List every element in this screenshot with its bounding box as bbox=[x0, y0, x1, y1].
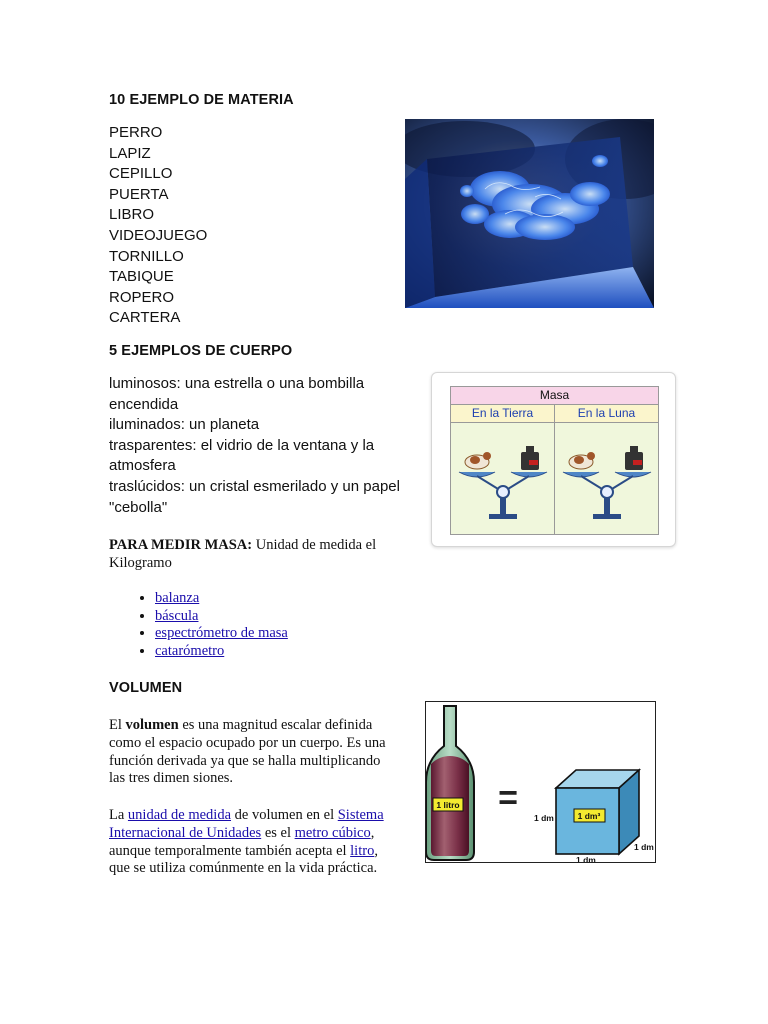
bottle-label: 1 litro bbox=[436, 800, 460, 810]
link-unidad-medida[interactable]: unidad de medida bbox=[127, 807, 232, 823]
text: es el bbox=[261, 824, 295, 841]
link-balanza[interactable]: balanza bbox=[155, 590, 200, 606]
text: es una magnitud escalar definida bbox=[178, 717, 373, 733]
list-item bbox=[155, 643, 288, 661]
list-item: TABIQUE bbox=[109, 268, 174, 286]
heading-cuerpo: 5 EJEMPLOS DE CUERPO bbox=[109, 343, 293, 359]
link-bascula[interactable]: báscula bbox=[155, 607, 199, 624]
cube-label: 1 dm³ bbox=[577, 811, 601, 821]
dim-left: 1 dm bbox=[534, 813, 554, 823]
text-line: función derivada ya que se halla multiplicando bbox=[109, 752, 381, 769]
list-item bbox=[155, 625, 288, 643]
text-line: como el espacio ocupado por un cuerpo. Es una bbox=[109, 734, 386, 751]
link-espectrometro[interactable]: espectrómetro de masa bbox=[155, 625, 288, 642]
text: , bbox=[370, 824, 375, 841]
list-item: CEPILLO bbox=[109, 165, 173, 183]
text: de volumen en el bbox=[231, 807, 338, 823]
list-item bbox=[155, 608, 288, 626]
medir-text: Kilogramo bbox=[109, 554, 172, 571]
dim-right: 1 dm bbox=[634, 842, 654, 852]
materia-list bbox=[109, 123, 207, 329]
medir-text: Unidad de medida el bbox=[252, 537, 377, 553]
list-item: PUERTA bbox=[109, 185, 169, 203]
list-item: TORNILLO bbox=[109, 247, 184, 265]
divider bbox=[554, 422, 555, 534]
link-catarometro[interactable]: catarómetro bbox=[155, 642, 225, 659]
text-line: atmosfera bbox=[109, 457, 176, 475]
text: La bbox=[109, 807, 128, 823]
list-item: PERRO bbox=[109, 124, 163, 141]
bottle-cube-illustration bbox=[426, 702, 655, 862]
matter-illustration bbox=[405, 119, 654, 308]
heading-volumen: VOLUMEN bbox=[109, 680, 183, 696]
masa-title: Masa bbox=[451, 387, 658, 405]
link-metro-cubico[interactable]: metro cúbico bbox=[294, 824, 371, 841]
text-line: las tres dimen siones. bbox=[109, 770, 234, 787]
volumen-bold: volumen bbox=[125, 717, 179, 733]
text-line: encendida bbox=[109, 395, 179, 413]
cuerpo-text bbox=[109, 374, 429, 518]
text: aunque temporalmente también acepta el bbox=[109, 842, 351, 859]
scale-icon bbox=[559, 442, 655, 522]
scale-icon bbox=[455, 442, 551, 522]
col-tierra: En la Tierra bbox=[451, 405, 555, 423]
link-si[interactable]: Internacional de Unidades bbox=[109, 824, 262, 841]
volumen-paragraph-2 bbox=[109, 807, 419, 878]
text-line: luminosos: una estrella o una bombilla bbox=[109, 375, 365, 392]
masa-table bbox=[450, 386, 659, 535]
equals-sign: = bbox=[498, 779, 518, 817]
medir-paragraph bbox=[109, 537, 419, 573]
text-line: trasparentes: el vidrio de la ventana y la bbox=[109, 436, 375, 454]
list-item: LIBRO bbox=[109, 206, 155, 224]
list-item: ROPERO bbox=[109, 288, 175, 306]
medir-label: PARA MEDIR MASA: bbox=[109, 537, 253, 553]
list-item: CARTERA bbox=[109, 309, 181, 327]
text: , bbox=[374, 842, 378, 859]
text-line: "cebolla" bbox=[109, 498, 168, 516]
text-line: iluminados: un planeta bbox=[109, 416, 260, 434]
link-litro[interactable]: litro bbox=[350, 842, 375, 859]
volume-diagram bbox=[425, 701, 656, 863]
heading-materia: 10 EJEMPLO DE MATERIA bbox=[109, 92, 294, 108]
link-sistema[interactable]: Sistema bbox=[337, 807, 384, 823]
text: El bbox=[109, 717, 126, 733]
instrument-list bbox=[109, 590, 288, 660]
list-item: LAPIZ bbox=[109, 144, 151, 162]
list-item: VIDEOJUEGO bbox=[109, 226, 208, 244]
matter-image bbox=[405, 119, 654, 308]
dim-bottom: 1 dm bbox=[576, 855, 596, 862]
volumen-paragraph-1 bbox=[109, 717, 419, 788]
text-line: traslúcidos: un cristal esmerilado y un papel bbox=[109, 477, 400, 495]
text-line: que se utiliza comúnmente en la vida práctica. bbox=[109, 860, 378, 877]
list-item bbox=[155, 590, 288, 608]
masa-diagram bbox=[431, 372, 676, 547]
col-luna: En la Luna bbox=[555, 405, 658, 423]
